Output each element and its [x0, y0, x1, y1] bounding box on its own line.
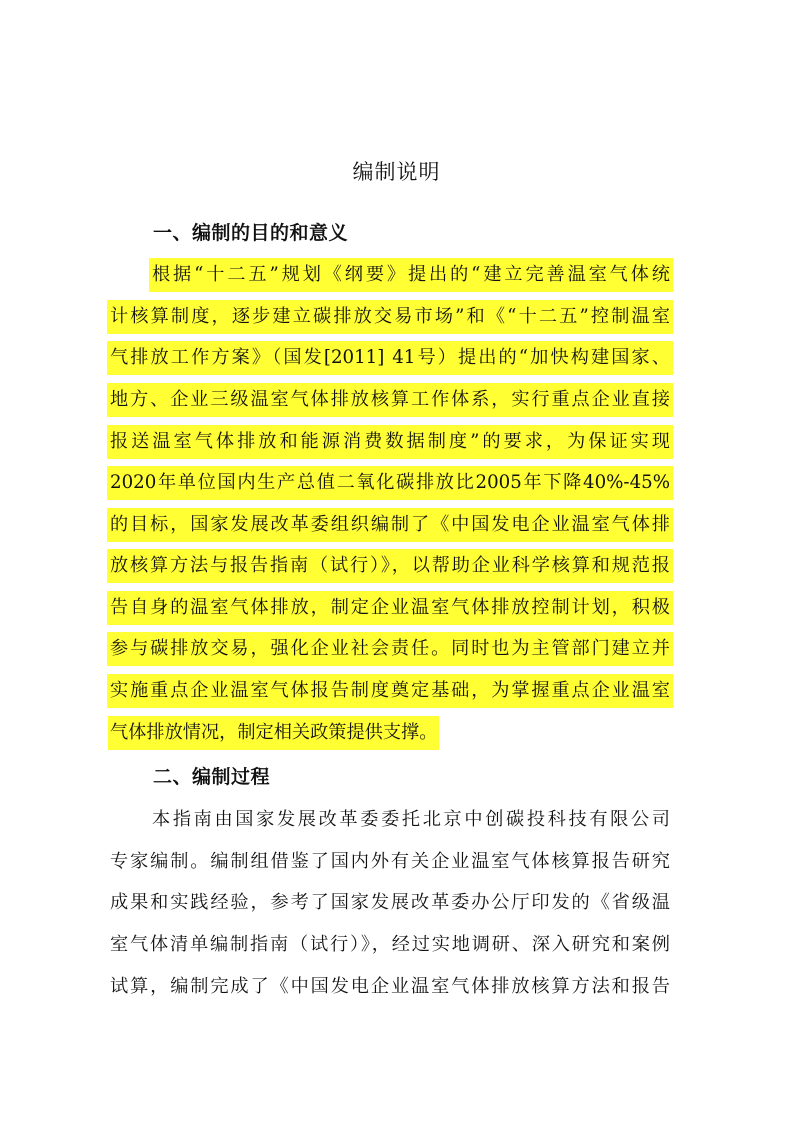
section-heading-purpose: 一、编制的目的和意义 [153, 222, 349, 244]
paragraph-line: 放核算方法与报告指南（试行）》，以帮助企业科学核算和规范报 [107, 549, 673, 583]
paragraph-line: 气排放工作方案》（国发[2011] 41号）提出的“加快构建国家、 [107, 341, 673, 375]
highlighted-text: 气体排放情况，制定相关政策提供支撑。 [108, 716, 439, 750]
paragraph-line: 地方、企业三级温室气体排放核算工作体系，实行重点企业直接 [107, 383, 673, 417]
paragraph-line-last [110, 716, 439, 750]
paragraph-line: 成果和实践经验，参考了国家发展改革委办公厅印发的《省级温 [110, 892, 670, 913]
paragraph-line: 室气体清单编制指南（试行）》，经过实地调研、深入研究和案例 [110, 934, 670, 955]
paragraph-line: 的目标，国家发展改革委组织编制了《中国发电企业温室气体排 [107, 508, 673, 542]
paragraph-line: 实施重点企业温室气体报告制度奠定基础，为掌握重点企业温室 [107, 674, 673, 708]
paragraph-line: 报送温室气体排放和能源消费数据制度”的要求，为保证实现 [107, 425, 673, 459]
paragraph-line: 专家编制。编制组借鉴了国内外有关企业温室气体核算报告研究 [110, 851, 670, 872]
section-heading-process: 二、编制过程 [153, 766, 271, 788]
paragraph-line: 本指南由国家发展改革委委托北京中创碳投科技有限公司 [152, 809, 670, 830]
paragraph-line: 计核算制度，逐步建立碳排放交易市场”和《“十二五”控制温室 [107, 300, 673, 334]
paragraph-line: 告自身的温室气体排放，制定企业温室气体排放控制计划，积极 [107, 591, 673, 625]
paragraph-line: 根据“十二五”规划《纲要》提出的“建立完善温室气体统 [149, 258, 673, 292]
paragraph-line: 2020年单位国内生产总值二氧化碳排放比2005年下降40%-45% [107, 466, 673, 500]
paragraph-line: 试算，编制完成了《中国发电企业温室气体排放核算方法和报告 [110, 976, 670, 997]
page-title: 编制说明 [352, 160, 441, 184]
paragraph-line: 参与碳排放交易，强化企业社会责任。同时也为主管部门建立并 [107, 632, 673, 666]
